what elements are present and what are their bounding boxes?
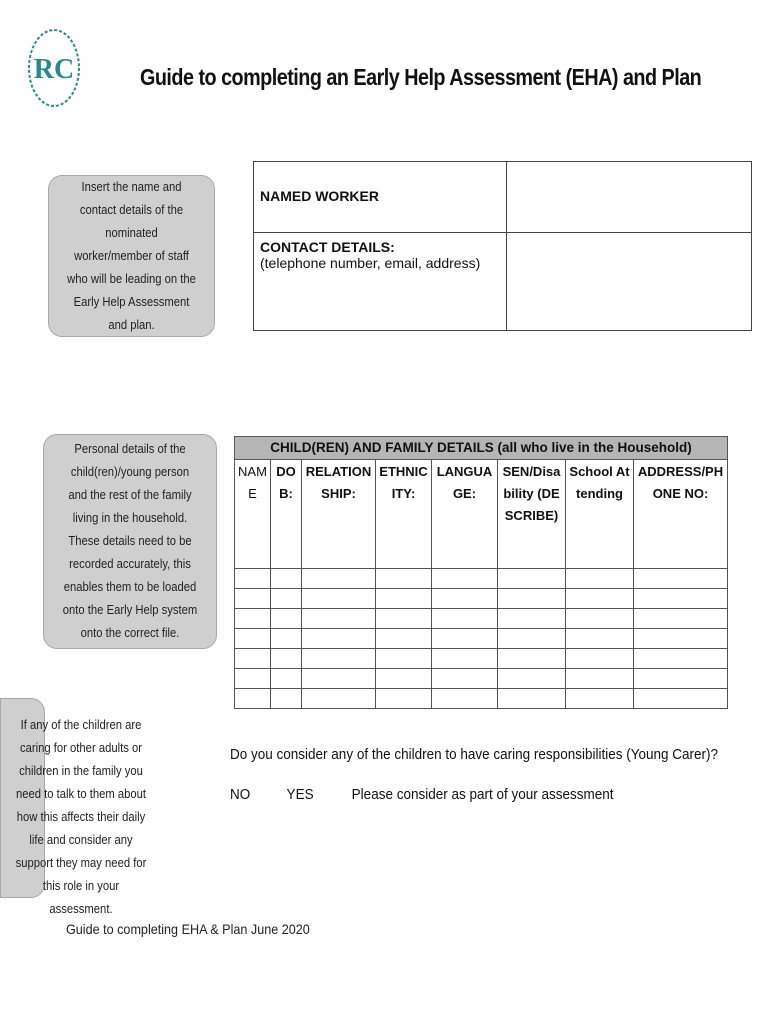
table-row	[235, 609, 728, 629]
caring-guidance-note: If any of the children are caring for other adults or children in the family you need to talk to them about how this affects their daily life and consider any support they may need for this role in your assessment.	[15, 718, 147, 916]
column-header-sen-disability: SEN/Disability (DESCRIBE)	[498, 460, 566, 569]
table-cell-relationship[interactable]	[302, 609, 376, 629]
table-cell-school-attending[interactable]	[566, 569, 634, 589]
table-cell-dob[interactable]	[271, 629, 302, 649]
no-label: NO	[230, 786, 251, 803]
table-cell-dob[interactable]	[271, 689, 302, 709]
table-cell-language[interactable]	[432, 589, 498, 609]
named-worker-label-cell	[254, 162, 507, 233]
table-cell-sen-disability[interactable]	[498, 609, 566, 629]
table-cell-ethnicity[interactable]	[376, 629, 432, 649]
table-cell-relationship[interactable]	[302, 669, 376, 689]
young-carer-answers	[230, 786, 614, 803]
yes-label: YES	[286, 786, 314, 803]
table-row	[235, 649, 728, 669]
footer-text: Guide to completing EHA & Plan June 2020	[66, 921, 310, 937]
column-header-school-attending: School Attending	[566, 460, 634, 569]
table-row	[235, 589, 728, 609]
table-cell-dob[interactable]	[271, 669, 302, 689]
table-cell-dob[interactable]	[271, 589, 302, 609]
family-table-title: CHILD(REN) AND FAMILY DETAILS (all who live in the Household)	[235, 437, 728, 460]
table-cell-name[interactable]	[235, 629, 271, 649]
table-cell-name[interactable]	[235, 649, 271, 669]
table-cell-relationship[interactable]	[302, 689, 376, 709]
column-header-address-phone: ADDRESS/PHONE NO:	[634, 460, 728, 569]
logo-monogram: RC	[33, 54, 75, 85]
table-cell-sen-disability[interactable]	[498, 629, 566, 649]
contact-details-label-cell	[254, 233, 507, 331]
named-worker-table	[253, 161, 752, 331]
council-logo	[26, 26, 82, 110]
table-cell-sen-disability[interactable]	[498, 669, 566, 689]
table-cell-address-phone[interactable]	[634, 629, 728, 649]
table-row	[235, 569, 728, 589]
table-cell-school-attending[interactable]	[566, 689, 634, 709]
named-worker-input[interactable]	[506, 162, 751, 233]
column-header-name: NAME	[235, 460, 271, 569]
table-cell-sen-disability[interactable]	[498, 589, 566, 609]
table-cell-language[interactable]	[432, 669, 498, 689]
table-cell-name[interactable]	[235, 589, 271, 609]
named-worker-guidance-note: Insert the name and contact details of the nominated worker/member of staff who will be leading on the Early Help Assessment and plan.	[48, 175, 215, 337]
table-cell-relationship[interactable]	[302, 589, 376, 609]
table-cell-address-phone[interactable]	[634, 649, 728, 669]
table-cell-address-phone[interactable]	[634, 609, 728, 629]
page-title: Guide to completing an Early Help Assessment (EHA) and Plan	[140, 64, 702, 90]
table-cell-language[interactable]	[432, 569, 498, 589]
table-cell-name[interactable]	[235, 609, 271, 629]
table-cell-address-phone[interactable]	[634, 669, 728, 689]
table-cell-school-attending[interactable]	[566, 629, 634, 649]
table-row	[235, 669, 728, 689]
table-cell-ethnicity[interactable]	[376, 569, 432, 589]
table-cell-dob[interactable]	[271, 569, 302, 589]
column-header-ethnicity: ETHNICITY:	[376, 460, 432, 569]
table-cell-sen-disability[interactable]	[498, 649, 566, 669]
column-header-relationship: RELATIONSHIP:	[302, 460, 376, 569]
column-header-language: LANGUAGE:	[432, 460, 498, 569]
table-cell-address-phone[interactable]	[634, 569, 728, 589]
table-cell-school-attending[interactable]	[566, 649, 634, 669]
consider-text: Please consider as part of your assessment	[351, 786, 614, 803]
family-details-table	[234, 436, 728, 709]
table-cell-dob[interactable]	[271, 649, 302, 669]
table-cell-ethnicity[interactable]	[376, 689, 432, 709]
young-carer-question: Do you consider any of the children to have caring responsibilities (Young Carer)?	[230, 746, 719, 763]
named-worker-label: NAMED WORKER	[260, 188, 379, 204]
table-cell-language[interactable]	[432, 689, 498, 709]
table-cell-school-attending[interactable]	[566, 609, 634, 629]
table-cell-dob[interactable]	[271, 609, 302, 629]
table-cell-address-phone[interactable]	[634, 589, 728, 609]
table-row	[235, 689, 728, 709]
table-cell-ethnicity[interactable]	[376, 649, 432, 669]
table-cell-relationship[interactable]	[302, 629, 376, 649]
table-cell-relationship[interactable]	[302, 569, 376, 589]
table-cell-ethnicity[interactable]	[376, 589, 432, 609]
table-cell-address-phone[interactable]	[634, 689, 728, 709]
table-cell-sen-disability[interactable]	[498, 689, 566, 709]
contact-details-input[interactable]	[506, 233, 751, 331]
table-cell-school-attending[interactable]	[566, 589, 634, 609]
contact-details-label: CONTACT DETAILS:	[260, 239, 395, 255]
table-cell-language[interactable]	[432, 629, 498, 649]
table-cell-language[interactable]	[432, 609, 498, 629]
table-cell-name[interactable]	[235, 569, 271, 589]
table-cell-name[interactable]	[235, 669, 271, 689]
table-cell-ethnicity[interactable]	[376, 669, 432, 689]
table-cell-language[interactable]	[432, 649, 498, 669]
personal-details-guidance-note: Personal details of the child(ren)/young person and the rest of the family living in the household. These details need to be recorded accurately, this enables them to be loaded onto the Early Help system onto the correct file.	[43, 434, 217, 649]
table-cell-sen-disability[interactable]	[498, 569, 566, 589]
contact-details-hint: (telephone number, email, address)	[260, 255, 481, 271]
table-cell-school-attending[interactable]	[566, 669, 634, 689]
table-cell-ethnicity[interactable]	[376, 609, 432, 629]
table-cell-relationship[interactable]	[302, 649, 376, 669]
table-cell-name[interactable]	[235, 689, 271, 709]
column-header-dob: DOB:	[271, 460, 302, 569]
table-row	[235, 629, 728, 649]
